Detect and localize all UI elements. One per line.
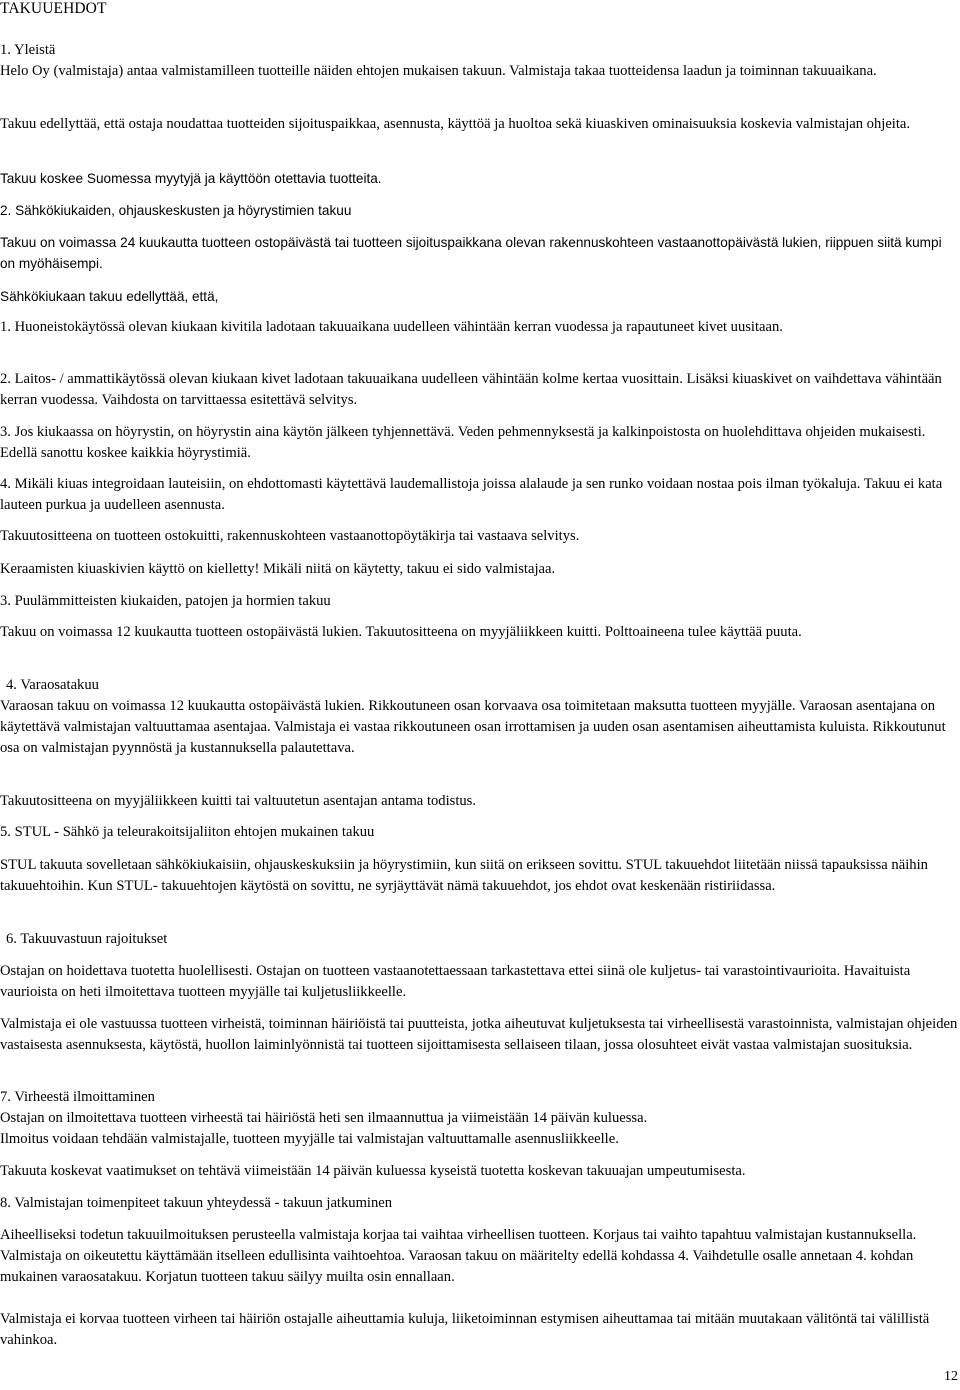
- section-2-list-item-2: 2. Laitos- / ammattikäytössä olevan kiukaan kivet ladotaan takuuaikana uudelleen vähintään kolme kertaa vuosittain. Lisäksi kiuaskivet on vaihdettava vähintään kerran vuodessa. Vaihdosta on tarvittaessa esitettävä selvitys.: [0, 371, 942, 408]
- section-7-heading: 7. Virheestä ilmoittaminen: [0, 1089, 155, 1105]
- section-1-paragraph-2: Takuu edellyttää, että ostaja noudattaa tuotteiden sijoituspaikkaa, asennusta, käyttöä ja huoltoa sekä kiuaskiven ominaisuuksia koskevia valmistajan ohjeita.: [0, 116, 911, 132]
- section-2-paragraph-2: Sähkökiukaan takuu edellyttää, että,: [0, 289, 219, 304]
- section-7-paragraph-1b: Ilmoitus voidaan tehdään valmistajalle, tuotteen myyjälle tai valmistajan valtuuttamalle asennusliikkeelle.: [0, 1131, 619, 1147]
- section-2-paragraph-1: Takuu on voimassa 24 kuukautta tuotteen ostopäivästä tai tuotteen sijoituspaikkana olevan rakennuskohteen vastaanottopäivästä lukien, riippuen siitä kumpi on myöhäisempi.: [0, 235, 942, 271]
- section-6-paragraph-2: Valmistaja ei ole vastuussa tuotteen virheistä, toiminnan häiriöistä tai puutteista, jotka aiheutuvat kuljetuksesta tai virheellisestä varastoinnista, valmistajan ohjeiden vastaisesta asennuksesta, käytöstä, huollon laiminlyönnistä tai tuotteen sijoittamisesta sellaiseen tilaan, jossa olosuhteet eivät vastaa valmistajan suosituksia.: [0, 1016, 958, 1053]
- section-5-heading: 5. STUL - Sähkö ja teleurakoitsijaliiton ehtojen mukainen takuu: [0, 824, 375, 840]
- page-number: 12: [944, 1369, 958, 1384]
- section-8-paragraph-1: Aiheelliseksi todetun takuuilmoituksen perusteella valmistaja korjaa tai vaihtaa virheellisen tuotteen. Korjaus tai vaihto tapahtuu valmistajan kustannuksella. Valmistaja on oikeutettu käyttämään itselleen edullisinta vaihtoehtoa. Varaosan takuu on määritelty edellä kohdassa 4. Vaihdetulle osalle annetaan 4. kohdan mukainen varaosatakuu. Korjatun tuotteen takuu säilyy muilta osin ennallaan.: [0, 1227, 917, 1285]
- section-3-heading: 3. Puulämmitteisten kiukaiden, patojen ja hormien takuu: [0, 593, 331, 609]
- section-1-paragraph-1: Helo Oy (valmistaja) antaa valmistamilleen tuotteille näiden ehtojen mukaisen takuun. Valmistaja takaa tuotteidensa laadun ja toiminnan takuuaikana.: [0, 63, 877, 79]
- section-1-paragraph-3: Takuu koskee Suomessa myytyjä ja käyttöön otettavia tuotteita.: [0, 171, 382, 186]
- document-title: TAKUUEHDOT: [0, 0, 107, 17]
- section-2-list-item-3: 3. Jos kiukaassa on höyrystin, on höyrystin aina käytön jälkeen tyhjennettävä. Veden pehmennyksestä ja kalkinpoistosta on huolehdittava ohjeiden mukaisesti. Edellä sanottu koskee kaikkia höyrystimiä.: [0, 424, 926, 461]
- section-7-paragraph-1a: Ostajan on ilmoitettava tuotteen virheestä tai häiriöstä heti sen ilmaannuttua ja viimeistään 14 päivän kuluessa.: [0, 1110, 648, 1126]
- section-4-paragraph-1: Varaosan takuu on voimassa 12 kuukautta ostopäivästä lukien. Rikkoutuneen osan korvaava osa toimitetaan maksutta tuotteen myyjälle. Varaosan asentajana on käytettävä valmistajan valtuuttamaa asentajaa. Valmistaja ei vastaa rikkoutuneen osan irrottamisen ja uuden osan asentamisen aiheuttamista kuluista. Rikkoutunut osa on valmistajan pyynnöstä ja kustannuksella palautettava.: [0, 698, 946, 756]
- section-4-paragraph-2: Takuutositteena on myyjäliikkeen kuitti tai valtuutetun asentajan antama todistus.: [0, 793, 476, 809]
- section-7-paragraph-2: Takuuta koskevat vaatimukset on tehtävä viimeistään 14 päivän kuluessa kyseistä tuotetta koskevan takuuajan umpeutumisesta.: [0, 1163, 746, 1179]
- section-8-heading: 8. Valmistajan toimenpiteet takuun yhteydessä - takuun jatkuminen: [0, 1195, 393, 1211]
- section-2-list-item-4: 4. Mikäli kiuas integroidaan lauteisiin, on ehdottomasti käytettävä laudemallistoja joissa alalaude ja sen runko voidaan nostaa pois ilman työkaluja. Takuu ei kata lauteen purkua ja uudelleen asennusta.: [0, 476, 943, 513]
- section-2-paragraph-4: Keraamisten kiuaskivien käyttö on kielletty! Mikäli niitä on käytetty, takuu ei sido valmistajaa.: [0, 561, 556, 577]
- section-8-paragraph-2: Valmistaja ei korvaa tuotteen virheen tai häiriön ostajalle aiheuttamia kuluja, liiketoiminnan estymisen aiheuttamaa tai mitään muutakaan välitöntä tai välillistä vahinkoa.: [0, 1311, 930, 1348]
- section-1-heading: 1. Yleistä: [0, 42, 56, 58]
- section-2-heading: 2. Sähkökiukaiden, ohjauskeskusten ja höyrystimien takuu: [0, 203, 352, 218]
- section-5-paragraph-1: STUL takuuta sovelletaan sähkökiukaisiin, ohjauskeskuksiin ja höyrystimiin, kun siitä on erikseen sovittu. STUL takuuehdot liitetään niissä tapauksissa näihin takuuehtoihin. Kun STUL- takuuehtojen käytöstä on sovittu, ne syrjäyttävät nämä takuuehdot, jos ehdot ovat keskenään ristiriidassa.: [0, 857, 928, 894]
- section-6-paragraph-1: Ostajan on hoidettava tuotetta huolellisesti. Ostajan on tuotteen vastaanotettaessaan tarkastettava ettei siinä ole kuljetus- tai varastointivaurioita. Havaituista vaurioista on heti ilmoitettava tuotteen myyjälle tai kuljetusliikkeelle.: [0, 963, 911, 1000]
- section-6-heading: 6. Takuuvastuun rajoitukset: [6, 931, 168, 947]
- section-3-paragraph-1: Takuu on voimassa 12 kuukautta tuotteen ostopäivästä lukien. Takuutositteena on myyjäliikkeen kuitti. Polttoaineena tulee käyttää puuta.: [0, 624, 802, 640]
- section-2-list-item-1: 1. Huoneistokäytössä olevan kiukaan kivitila ladotaan takuuaikana uudelleen vähintään kerran vuodessa ja rapautuneet kivet uusitaan.: [0, 319, 783, 335]
- section-4-heading: 4. Varaosatakuu: [6, 677, 99, 693]
- section-2-paragraph-3: Takuutositteena on tuotteen ostokuitti, rakennuskohteen vastaanottopöytäkirja tai vastaava selvitys.: [0, 528, 580, 544]
